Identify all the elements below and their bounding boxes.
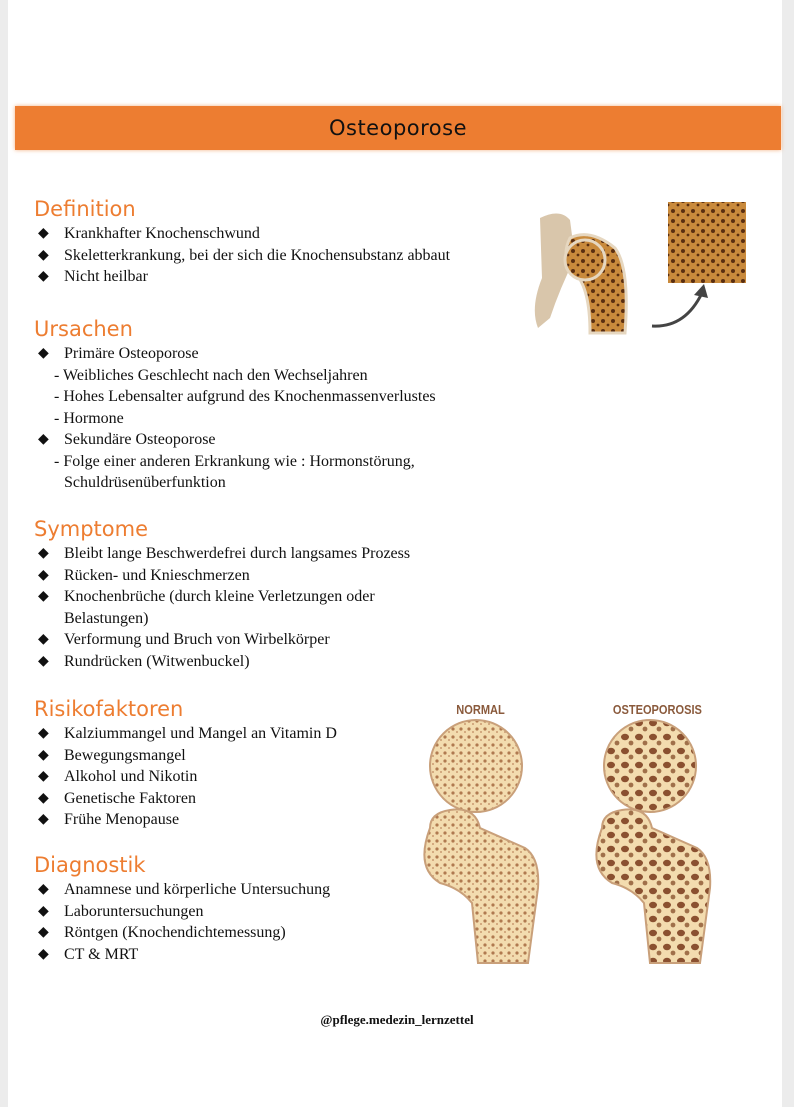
list-item: ◆ Skeletterkrankung, bei der sich die Knochensubstanz abbaut <box>34 245 450 267</box>
list-item-continuation: Belastungen) <box>64 609 149 627</box>
diamond-bullet-icon: ◆ <box>38 769 49 784</box>
diamond-bullet-icon: ◆ <box>38 546 49 561</box>
sub-item: - Hormone <box>54 409 124 427</box>
list-item: ◆ Alkohol und Nikotin <box>34 766 337 788</box>
heading-diagnostik: Diagnostik <box>34 853 146 877</box>
diamond-bullet-icon: ◆ <box>38 882 49 897</box>
diamond-bullet-icon: ◆ <box>38 632 49 647</box>
section-definition <box>34 195 450 288</box>
diamond-bullet-icon: ◆ <box>38 790 49 806</box>
list-item: ◆ Verformung und Bruch von Wirbelkörper <box>34 629 410 651</box>
sub-item: - Hohes Lebensalter aufgrund des Knochenmassenverlustes <box>54 388 436 405</box>
diamond-bullet-icon: ◆ <box>38 432 49 447</box>
list-item: ◆ Sekundäre Osteoporose <box>34 429 436 451</box>
diamond-bullet-icon: ◆ <box>38 589 49 604</box>
diamond-bullet-icon: ◆ <box>38 567 49 583</box>
diamond-bullet-icon: ◆ <box>38 346 49 361</box>
list-item: ◆ Krankhafter Knochenschwund <box>34 223 450 245</box>
diamond-bullet-icon: ◆ <box>38 226 49 241</box>
list-item: ◆ Kalziummangel und Mangel an Vitamin D <box>34 723 337 745</box>
section-risikofaktoren <box>34 695 337 831</box>
section-ursachen <box>34 315 436 494</box>
footer-handle: @pflege.medezin_lernzettel <box>320 1012 474 1027</box>
heading-symptome: Symptome <box>34 517 149 541</box>
page-title: Osteoporose <box>328 116 468 140</box>
list-item: ◆ Knochenbrüche (durch kleine Verletzungen oder <box>34 586 410 608</box>
diamond-bullet-icon: ◆ <box>38 925 49 940</box>
heading-ursachen: Ursachen <box>34 317 133 341</box>
diamond-bullet-icon: ◆ <box>38 726 49 741</box>
diamond-bullet-icon: ◆ <box>38 247 49 263</box>
sub-item: - Weibliches Geschlecht nach den Wechseljahren <box>54 366 368 384</box>
title-banner <box>15 106 781 150</box>
section-diagnostik <box>34 851 330 965</box>
list-item: ◆ CT & MRT <box>34 944 330 966</box>
list-item: ◆ Rundrücken (Witwenbuckel) <box>34 651 410 673</box>
heading-definition: Definition <box>34 197 136 221</box>
list-item: ◆ Nicht heilbar <box>34 266 450 288</box>
sub-item: - Folge einer anderen Erkrankung wie : Hormonstörung, <box>54 452 415 470</box>
bone-comparison-illustration <box>410 718 730 966</box>
sub-item: Schuldrüsenüberfunktion <box>64 474 226 491</box>
list-item: ◆ Röntgen (Knochendichtemessung) <box>34 922 330 944</box>
list-item: ◆ Genetische Faktoren <box>34 788 337 810</box>
diamond-bullet-icon: ◆ <box>38 812 49 827</box>
diamond-bullet-icon: ◆ <box>38 653 49 669</box>
diamond-bullet-icon: ◆ <box>38 946 49 962</box>
list-item: ◆ Primäre Osteoporose <box>34 343 436 365</box>
label-osteoporosis: OSTEOPOROSIS <box>612 702 702 717</box>
hip-bone-illustration <box>530 198 755 340</box>
list-item: ◆ Anamnese und körperliche Untersuchung <box>34 879 330 901</box>
label-normal: NORMAL <box>456 702 505 717</box>
list-item: ◆ Bewegungsmangel <box>34 745 337 767</box>
diamond-bullet-icon: ◆ <box>38 903 49 919</box>
section-symptome <box>34 515 410 672</box>
list-item: ◆ Frühe Menopause <box>34 809 337 831</box>
list-item: ◆ Bleibt lange Beschwerdefrei durch langsames Prozess <box>34 543 410 565</box>
heading-risikofaktoren: Risikofaktoren <box>34 697 184 721</box>
list-item: ◆ Laboruntersuchungen <box>34 901 330 923</box>
diamond-bullet-icon: ◆ <box>38 747 49 763</box>
list-item: ◆ Rücken- und Knieschmerzen <box>34 565 410 587</box>
diamond-bullet-icon: ◆ <box>38 269 49 284</box>
